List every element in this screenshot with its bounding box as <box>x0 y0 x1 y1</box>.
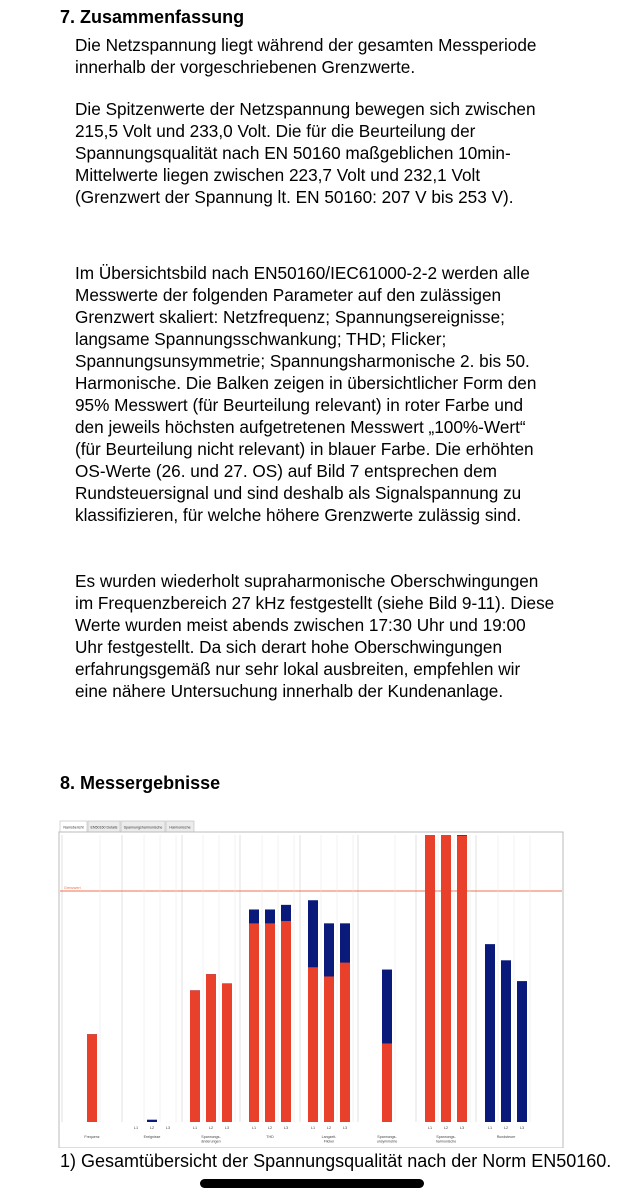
phase-label: L2 <box>267 1126 273 1130</box>
bar-95-percent <box>281 921 291 1122</box>
phase-label: L2 <box>443 1126 449 1130</box>
chart-tab-label: EN50160 Details <box>90 825 118 830</box>
phase-label: L3 <box>459 1126 465 1130</box>
group-label: Langzeit- <box>321 1135 337 1139</box>
phase-label: L3 <box>342 1126 348 1130</box>
chart-tabs <box>60 821 194 832</box>
bar-95-percent <box>425 835 435 1122</box>
chart-tab-label: Namsbericht <box>63 825 84 830</box>
bar-95-percent <box>441 835 451 1122</box>
bar-95-percent <box>249 923 259 1122</box>
bar-95-percent <box>457 836 467 1122</box>
phase-label: L1 <box>487 1126 493 1130</box>
section-7-title: Zusammenfassung <box>80 7 245 27</box>
summary-paragraph-1: Die Netzspannung liegt während der gesamten Messperiode innerhalb der vorgeschriebenen Grenzwerte. <box>75 35 537 77</box>
section-7-heading <box>60 6 244 28</box>
group-label: Flicker <box>323 1139 335 1144</box>
group-label: Spannungs- <box>201 1135 221 1139</box>
overview-chart <box>58 820 564 1148</box>
phase-label: L1 <box>251 1126 257 1130</box>
bar-95-percent <box>265 923 275 1122</box>
bar-95-percent <box>190 990 200 1122</box>
bar-100-percent <box>501 960 511 1122</box>
section-8-title: Messergebnisse <box>80 773 221 793</box>
phase-label: L1 <box>133 1126 139 1130</box>
bar-95-percent <box>324 976 334 1122</box>
group-label: harmonische <box>435 1139 457 1144</box>
group-label: Spannungs- <box>377 1135 397 1139</box>
phase-label: L3 <box>519 1126 525 1130</box>
group-label: Rundsteuer <box>496 1135 516 1139</box>
bar-95-percent <box>222 983 232 1122</box>
group-label: Ereignisse <box>143 1135 161 1139</box>
summary-paragraph-4: Es wurden wiederholt supraharmonische Oberschwingungen im Frequenzbereich 27 kHz festgestellt (siehe Bild 9-11). Diese Werte wurden meist abends zwischen 17:30 Uhr und 19:00 Uhr festgestellt. Da sich derart hohe Oberschwingungen erfahrungsgemäß nur sehr lokal ausbreiten, empfehlen wir eine nähere Untersuchung innerhalb der Kundenanlage. <box>75 571 555 701</box>
section-7-number: 7. <box>60 7 76 27</box>
phase-label: L2 <box>503 1126 509 1130</box>
phase-label: L3 <box>165 1126 171 1130</box>
group-label: Frequenz <box>84 1135 100 1139</box>
phase-label: L1 <box>192 1126 198 1130</box>
phase-label: L3 <box>283 1126 289 1130</box>
group-label: unsymmetrie <box>376 1139 398 1144</box>
bar-95-percent <box>340 963 350 1122</box>
summary-paragraph-2: Die Spitzenwerte der Netzspannung bewegen sich zwischen 215,5 Volt und 233,0 Volt. Die für die Beurteilung der Spannungsqualität nach EN 50160 maßgeblichen 10min- Mittelwerte liegen zwischen 223,7 Volt und 232,1 Volt (Grenzwert der Spannung lt. EN 50160: 207 V bis 253 V). <box>75 99 536 207</box>
bar-100-percent <box>485 944 495 1122</box>
phase-label: L3 <box>224 1126 230 1130</box>
bar-100-percent <box>147 1120 157 1122</box>
limit-label: Grenzwert <box>64 886 81 890</box>
home-indicator[interactable] <box>200 1179 424 1188</box>
section-8-number: 8. <box>60 773 76 793</box>
phase-label: L2 <box>326 1126 332 1130</box>
section-8-heading <box>60 772 220 794</box>
phase-label: L2 <box>208 1126 214 1130</box>
phase-label: L1 <box>310 1126 316 1130</box>
bar-95-percent <box>206 974 216 1122</box>
bar-95-percent <box>308 967 318 1122</box>
group-label: Spannungs- <box>436 1135 456 1139</box>
figure-caption: 1) Gesamtübersicht der Spannungsqualität nach der Norm EN50160. <box>60 1151 612 1171</box>
bar-100-percent <box>517 981 527 1122</box>
group-label: THD <box>266 1135 274 1139</box>
phase-label: L1 <box>427 1126 433 1130</box>
summary-paragraph-3: Im Übersichtsbild nach EN50160/IEC61000-2-2 werden alle Messwerte der folgenden Parameter auf den zulässigen Grenzwert skaliert: Netzfrequenz; Spannungsereignisse; langsame Spannungsschwankung; THD; Flicker; Spannungsunsymmetrie; Spannungsharmonische 2. bis 50. Harmonische. Die Balken zeigen in übersichtlicher Form den 95% Messwert (für Beurteilung relevant) in roter Farbe und den jeweils höchsten aufgetretenen Messwert „100%-Wert“ (für Beurteilung nicht relevant) in blauer Farbe. Die erhöhten OS-Werte (26. und 27. OS) auf Bild 7 entsprechen dem Rundsteuersignal und sind deshalb als Signalspannung zu klassifizieren, für welche höhere Grenzwerte zulässig sind. <box>75 263 537 525</box>
bar-95-percent <box>382 1043 392 1122</box>
group-label: änderungen <box>201 1139 221 1144</box>
chart-tab-label: Harmonische <box>169 825 191 830</box>
phase-label: L2 <box>149 1126 155 1130</box>
chart-tab-label: Spannungsharmonische <box>123 825 163 830</box>
bar-95-percent <box>87 1034 97 1122</box>
